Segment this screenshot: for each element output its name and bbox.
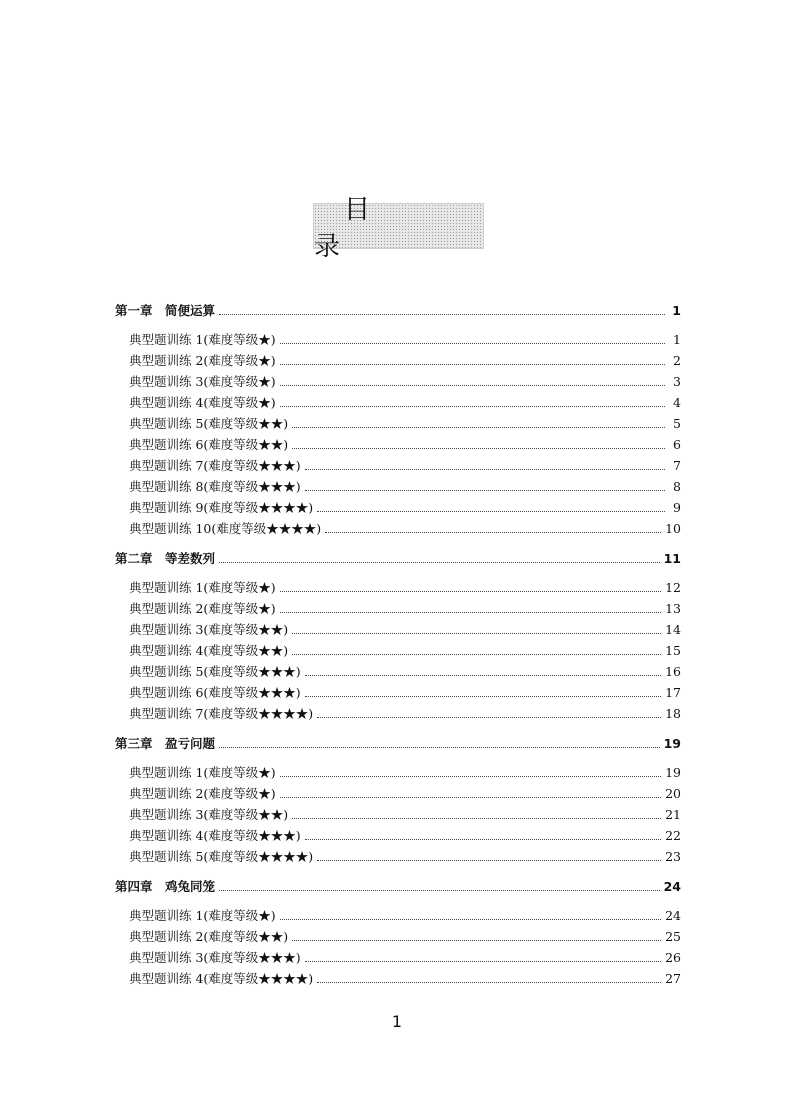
toc-page-number: 4 <box>673 395 681 410</box>
toc-entry-label: 典型题训练 1(难度等级★) <box>129 765 276 780</box>
toc-item-list <box>115 905 681 989</box>
toc-item[interactable] <box>115 392 681 413</box>
toc-entry-label: 典型题训练 3(难度等级★★) <box>129 622 289 637</box>
toc-entry-label: 典型题训练 1(难度等级★) <box>129 332 276 347</box>
toc-entry-label: 典型题训练 4(难度等级★★★) <box>129 828 301 843</box>
toc-page-number: 14 <box>665 622 681 637</box>
toc-item-list <box>115 329 681 539</box>
toc-page-number: 17 <box>665 685 681 700</box>
dot-leader <box>292 447 665 449</box>
toc-page-number: 3 <box>673 374 681 389</box>
dot-leader <box>219 313 665 315</box>
dot-leader <box>305 838 661 840</box>
toc-page-number: 8 <box>673 479 681 494</box>
toc-chapter-heading[interactable] <box>115 733 681 754</box>
toc-entry-label: 典型题训练 1(难度等级★) <box>129 580 276 595</box>
toc-page-number: 6 <box>673 437 681 452</box>
toc-item[interactable] <box>115 947 681 968</box>
toc-page-number: 15 <box>665 643 681 658</box>
toc-entry-label: 典型题训练 4(难度等级★★★★) <box>129 971 314 986</box>
toc-entry-label: 典型题训练 9(难度等级★★★★) <box>129 500 314 515</box>
toc-item[interactable] <box>115 329 681 350</box>
toc-page-number: 5 <box>673 416 681 431</box>
toc-page-number: 24 <box>665 908 681 923</box>
toc-item[interactable] <box>115 905 681 926</box>
toc-item[interactable] <box>115 476 681 497</box>
toc-entry-label: 典型题训练 4(难度等级★) <box>129 395 276 410</box>
dot-leader <box>280 611 661 613</box>
dot-leader <box>292 632 661 634</box>
dot-leader <box>305 695 661 697</box>
toc-page-number: 27 <box>665 971 681 986</box>
toc-page-number: 18 <box>665 706 681 721</box>
dot-leader <box>280 342 665 344</box>
toc-entry-label: 典型题训练 5(难度等级★★★★) <box>129 849 314 864</box>
dot-leader <box>219 889 660 891</box>
toc-item[interactable] <box>115 926 681 947</box>
dot-leader <box>219 746 660 748</box>
dot-leader <box>292 426 665 428</box>
dot-leader <box>280 918 661 920</box>
toc-chapter <box>115 733 681 867</box>
toc-entry-label: 第三章 盈亏问题 <box>115 736 216 751</box>
toc-page-number: 23 <box>665 849 681 864</box>
toc-item[interactable] <box>115 661 681 682</box>
toc-item[interactable] <box>115 703 681 724</box>
toc-chapter <box>115 300 681 539</box>
toc-entry-label: 典型题训练 10(难度等级★★★★) <box>129 521 322 536</box>
dot-leader <box>317 716 661 718</box>
toc-item[interactable] <box>115 968 681 989</box>
toc-item[interactable] <box>115 518 681 539</box>
toc-page-number: 22 <box>665 828 681 843</box>
toc-item[interactable] <box>115 350 681 371</box>
dot-leader <box>280 384 665 386</box>
toc-page-number: 1 <box>673 332 681 347</box>
toc-item[interactable] <box>115 640 681 661</box>
dot-leader <box>292 653 661 655</box>
dot-leader <box>305 674 661 676</box>
toc-page-number: 12 <box>665 580 681 595</box>
toc-item[interactable] <box>115 825 681 846</box>
dot-leader <box>325 531 661 533</box>
toc-page-number: 1 <box>672 303 681 318</box>
toc-entry-label: 典型题训练 2(难度等级★) <box>129 601 276 616</box>
toc-page-number: 19 <box>663 736 681 751</box>
dot-leader <box>305 468 665 470</box>
toc-item[interactable] <box>115 619 681 640</box>
toc-item[interactable] <box>115 783 681 804</box>
page-title: 目 录 <box>313 203 484 249</box>
toc-entry-label: 典型题训练 5(难度等级★★) <box>129 416 289 431</box>
toc-chapter <box>115 876 681 989</box>
dot-leader <box>317 859 661 861</box>
toc-entry-label: 典型题训练 7(难度等级★★★★) <box>129 706 314 721</box>
dot-leader <box>317 981 661 983</box>
dot-leader <box>292 817 661 819</box>
toc-entry-label: 典型题训练 1(难度等级★) <box>129 908 276 923</box>
toc-page-number: 11 <box>663 551 681 566</box>
dot-leader <box>280 775 661 777</box>
toc-chapter-heading[interactable] <box>115 548 681 569</box>
toc-page-number: 19 <box>665 765 681 780</box>
toc-item-list <box>115 762 681 867</box>
toc-item-list <box>115 577 681 724</box>
toc-entry-label: 第一章 简便运算 <box>115 303 216 318</box>
toc-item[interactable] <box>115 413 681 434</box>
table-of-contents <box>115 300 681 989</box>
toc-page-number: 2 <box>673 353 681 368</box>
page-number: 1 <box>391 1012 403 1031</box>
dot-leader <box>305 489 665 491</box>
toc-item[interactable] <box>115 434 681 455</box>
dot-leader <box>280 363 665 365</box>
toc-entry-label: 典型题训练 7(难度等级★★★) <box>129 458 301 473</box>
toc-entry-label: 典型题训练 2(难度等级★★) <box>129 929 289 944</box>
toc-chapter-heading[interactable] <box>115 876 681 897</box>
toc-page-number: 7 <box>673 458 681 473</box>
toc-item[interactable] <box>115 846 681 867</box>
toc-page-number: 24 <box>663 879 681 894</box>
toc-entry-label: 典型题训练 3(难度等级★★★) <box>129 950 301 965</box>
toc-entry-label: 第四章 鸡兔同笼 <box>115 879 216 894</box>
toc-item[interactable] <box>115 455 681 476</box>
dot-leader <box>292 939 661 941</box>
toc-entry-label: 典型题训练 4(难度等级★★) <box>129 643 289 658</box>
toc-entry-label: 典型题训练 3(难度等级★) <box>129 374 276 389</box>
dot-leader <box>280 405 665 407</box>
toc-entry-label: 典型题训练 3(难度等级★★) <box>129 807 289 822</box>
toc-item[interactable] <box>115 371 681 392</box>
dot-leader <box>317 510 665 512</box>
toc-item[interactable] <box>115 598 681 619</box>
toc-page-number: 16 <box>665 664 681 679</box>
toc-chapter <box>115 548 681 724</box>
dot-leader <box>219 561 660 563</box>
toc-entry-label: 典型题训练 8(难度等级★★★) <box>129 479 301 494</box>
toc-entry-label: 典型题训练 6(难度等级★★★) <box>129 685 301 700</box>
toc-item[interactable] <box>115 577 681 598</box>
toc-item[interactable] <box>115 497 681 518</box>
toc-entry-label: 典型题训练 6(难度等级★★) <box>129 437 289 452</box>
dot-leader <box>280 590 661 592</box>
toc-page-number: 20 <box>665 786 681 801</box>
dot-leader <box>280 796 661 798</box>
toc-item[interactable] <box>115 762 681 783</box>
toc-page-number: 9 <box>673 500 681 515</box>
toc-entry-label: 典型题训练 2(难度等级★) <box>129 353 276 368</box>
toc-page-number: 25 <box>665 929 681 944</box>
dot-leader <box>305 960 661 962</box>
toc-chapter-heading[interactable] <box>115 300 681 321</box>
toc-entry-label: 典型题训练 5(难度等级★★★) <box>129 664 301 679</box>
toc-item[interactable] <box>115 682 681 703</box>
toc-entry-label: 典型题训练 2(难度等级★) <box>129 786 276 801</box>
toc-page-number: 13 <box>665 601 681 616</box>
toc-page-number: 10 <box>665 521 681 536</box>
toc-entry-label: 第二章 等差数列 <box>115 551 216 566</box>
toc-item[interactable] <box>115 804 681 825</box>
toc-page-number: 21 <box>665 807 681 822</box>
toc-page-number: 26 <box>665 950 681 965</box>
